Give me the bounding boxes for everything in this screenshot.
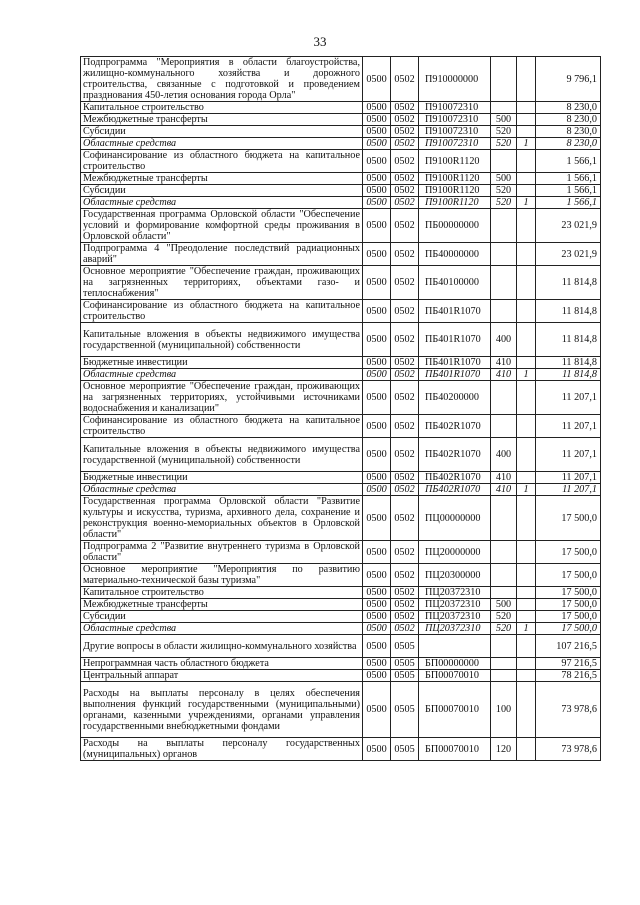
row-section-cell: 0500	[363, 243, 391, 266]
table-row	[81, 300, 601, 323]
row-subsection-cell: 0502	[391, 126, 419, 138]
row-name-cell: Софинансирование из областного бюджета на капитальное строительство	[81, 300, 363, 323]
row-amount-cell: 11 207,1	[536, 381, 601, 415]
row-subsection-cell: 0502	[391, 381, 419, 415]
row-funding-source-cell	[517, 587, 536, 599]
table-row	[81, 369, 601, 381]
row-name-cell: Межбюджетные трансферты	[81, 173, 363, 185]
row-target-article-cell: П910072310	[419, 138, 491, 150]
row-subsection-cell: 0502	[391, 369, 419, 381]
row-subsection-cell: 0502	[391, 357, 419, 369]
row-name-cell: Областные средства	[81, 623, 363, 635]
row-target-article-cell: ПБ401R1070	[419, 323, 491, 357]
row-funding-source-cell	[517, 564, 536, 587]
row-amount-cell: 11 207,1	[536, 472, 601, 484]
row-funding-source-cell	[517, 611, 536, 623]
row-section-cell: 0500	[363, 658, 391, 670]
row-amount-cell: 73 978,6	[536, 682, 601, 738]
row-funding-source-cell	[517, 266, 536, 300]
row-funding-source-cell	[517, 381, 536, 415]
row-section-cell: 0500	[363, 114, 391, 126]
row-amount-cell: 1 566,1	[536, 150, 601, 173]
row-expense-type-cell: 500	[491, 599, 517, 611]
row-section-cell: 0500	[363, 209, 391, 243]
row-name-cell: Субсидии	[81, 185, 363, 197]
row-amount-cell: 17 500,0	[536, 496, 601, 541]
row-amount-cell: 11 814,8	[536, 369, 601, 381]
row-target-article-cell: П910072310	[419, 114, 491, 126]
row-name-cell: Подпрограмма 4 "Преодоление последствий радиационных аварий"	[81, 243, 363, 266]
row-subsection-cell: 0502	[391, 496, 419, 541]
row-target-article-cell: ПЦ00000000	[419, 496, 491, 541]
table-row	[81, 738, 601, 761]
row-expense-type-cell	[491, 587, 517, 599]
row-section-cell: 0500	[363, 496, 391, 541]
row-name-cell: Бюджетные инвестиции	[81, 357, 363, 369]
row-name-cell: Подпрограмма 2 "Развитие внутреннего туризма в Орловской области"	[81, 541, 363, 564]
table-row	[81, 472, 601, 484]
row-section-cell: 0500	[363, 102, 391, 114]
row-expense-type-cell: 410	[491, 484, 517, 496]
row-section-cell: 0500	[363, 682, 391, 738]
row-amount-cell: 17 500,0	[536, 587, 601, 599]
row-subsection-cell: 0502	[391, 185, 419, 197]
row-name-cell: Государственная программа Орловской области "Обеспечение условий и формирование комфортной среды проживания в Орловской области"	[81, 209, 363, 243]
row-funding-source-cell	[517, 438, 536, 472]
row-name-cell: Субсидии	[81, 126, 363, 138]
row-target-article-cell: БП00000000	[419, 658, 491, 670]
row-section-cell: 0500	[363, 197, 391, 209]
row-funding-source-cell: 1	[517, 369, 536, 381]
row-subsection-cell: 0502	[391, 587, 419, 599]
row-subsection-cell: 0505	[391, 670, 419, 682]
row-target-article-cell: ПБ40000000	[419, 243, 491, 266]
row-name-cell: Государственная программа Орловской области "Развитие культуры и искусства, туризма, архивного дела, сохранение и реконструкция военно-мемориальных объектов в Орловской области"	[81, 496, 363, 541]
row-section-cell: 0500	[363, 623, 391, 635]
row-subsection-cell: 0502	[391, 541, 419, 564]
row-funding-source-cell	[517, 57, 536, 102]
row-target-article-cell: ПБ402R1070	[419, 472, 491, 484]
row-name-cell: Капитальные вложения в объекты недвижимого имущества государственной (муниципальной) собственности	[81, 438, 363, 472]
row-expense-type-cell: 410	[491, 369, 517, 381]
row-funding-source-cell	[517, 682, 536, 738]
row-section-cell: 0500	[363, 150, 391, 173]
row-expense-type-cell: 520	[491, 623, 517, 635]
row-section-cell: 0500	[363, 670, 391, 682]
row-expense-type-cell: 410	[491, 472, 517, 484]
row-expense-type-cell	[491, 381, 517, 415]
row-funding-source-cell	[517, 126, 536, 138]
row-funding-source-cell	[517, 357, 536, 369]
table-row	[81, 150, 601, 173]
row-target-article-cell: ПБ401R1070	[419, 300, 491, 323]
row-amount-cell: 8 230,0	[536, 114, 601, 126]
row-funding-source-cell	[517, 300, 536, 323]
row-expense-type-cell: 520	[491, 197, 517, 209]
row-funding-source-cell	[517, 635, 536, 658]
row-section-cell: 0500	[363, 599, 391, 611]
row-expense-type-cell: 500	[491, 173, 517, 185]
row-subsection-cell: 0502	[391, 300, 419, 323]
row-section-cell: 0500	[363, 138, 391, 150]
row-section-cell: 0500	[363, 126, 391, 138]
row-subsection-cell: 0502	[391, 623, 419, 635]
row-name-cell: Другие вопросы в области жилищно-коммунального хозяйства	[81, 635, 363, 658]
row-subsection-cell: 0502	[391, 102, 419, 114]
table-row	[81, 611, 601, 623]
row-name-cell: Областные средства	[81, 484, 363, 496]
row-subsection-cell: 0505	[391, 635, 419, 658]
row-name-cell: Межбюджетные трансферты	[81, 599, 363, 611]
row-amount-cell: 78 216,5	[536, 670, 601, 682]
row-funding-source-cell	[517, 496, 536, 541]
table-row	[81, 57, 601, 102]
row-subsection-cell: 0502	[391, 197, 419, 209]
table-row	[81, 496, 601, 541]
row-expense-type-cell	[491, 564, 517, 587]
row-name-cell: Капитальное строительство	[81, 102, 363, 114]
row-expense-type-cell: 410	[491, 357, 517, 369]
row-funding-source-cell	[517, 102, 536, 114]
row-funding-source-cell: 1	[517, 197, 536, 209]
table-row	[81, 197, 601, 209]
row-name-cell: Межбюджетные трансферты	[81, 114, 363, 126]
row-funding-source-cell	[517, 209, 536, 243]
row-funding-source-cell	[517, 599, 536, 611]
row-target-article-cell: ПЦ20372310	[419, 587, 491, 599]
row-subsection-cell: 0502	[391, 173, 419, 185]
row-section-cell: 0500	[363, 738, 391, 761]
row-section-cell: 0500	[363, 185, 391, 197]
row-subsection-cell: 0502	[391, 415, 419, 438]
row-section-cell: 0500	[363, 381, 391, 415]
row-target-article-cell: П9100R1120	[419, 150, 491, 173]
table-row	[81, 323, 601, 357]
table-row	[81, 670, 601, 682]
row-amount-cell: 9 796,1	[536, 57, 601, 102]
row-target-article-cell: ПБ40100000	[419, 266, 491, 300]
row-funding-source-cell: 1	[517, 623, 536, 635]
row-expense-type-cell: 520	[491, 185, 517, 197]
row-name-cell: Основное мероприятие "Обеспечение граждан, проживающих на загрязненных территориях, объектами газо- и теплоснабжения"	[81, 266, 363, 300]
row-name-cell: Софинансирование из областного бюджета на капитальное строительство	[81, 150, 363, 173]
row-amount-cell: 8 230,0	[536, 138, 601, 150]
row-expense-type-cell	[491, 209, 517, 243]
table-row	[81, 541, 601, 564]
row-amount-cell: 11 814,8	[536, 300, 601, 323]
row-funding-source-cell	[517, 114, 536, 126]
table-row	[81, 138, 601, 150]
table-row	[81, 173, 601, 185]
row-section-cell: 0500	[363, 173, 391, 185]
row-amount-cell: 11 207,1	[536, 438, 601, 472]
budget-table	[80, 56, 601, 761]
row-expense-type-cell: 520	[491, 138, 517, 150]
row-target-article-cell: ПБ401R1070	[419, 369, 491, 381]
row-name-cell: Непрограммная часть областного бюджета	[81, 658, 363, 670]
row-target-article-cell: БП00070010	[419, 670, 491, 682]
table-row	[81, 209, 601, 243]
row-amount-cell: 23 021,9	[536, 243, 601, 266]
row-amount-cell: 17 500,0	[536, 564, 601, 587]
row-name-cell: Субсидии	[81, 611, 363, 623]
row-section-cell: 0500	[363, 369, 391, 381]
row-subsection-cell: 0502	[391, 484, 419, 496]
row-amount-cell: 17 500,0	[536, 611, 601, 623]
row-amount-cell: 1 566,1	[536, 197, 601, 209]
row-expense-type-cell: 520	[491, 611, 517, 623]
row-expense-type-cell	[491, 496, 517, 541]
row-subsection-cell: 0502	[391, 266, 419, 300]
table-row	[81, 484, 601, 496]
row-funding-source-cell	[517, 150, 536, 173]
row-expense-type-cell	[491, 541, 517, 564]
row-amount-cell: 11 814,8	[536, 323, 601, 357]
row-expense-type-cell: 500	[491, 114, 517, 126]
table-row	[81, 357, 601, 369]
row-expense-type-cell	[491, 102, 517, 114]
row-target-article-cell: П9100R1120	[419, 185, 491, 197]
row-subsection-cell: 0505	[391, 682, 419, 738]
table-row	[81, 266, 601, 300]
row-name-cell: Подпрограмма "Мероприятия в области благоустройства, жилищно-коммунального хозяйства и дорожного строительства, связанные с подготовкой и проведением празднования 450-летия основания города Орла"	[81, 57, 363, 102]
table-row	[81, 564, 601, 587]
row-funding-source-cell	[517, 415, 536, 438]
row-expense-type-cell	[491, 658, 517, 670]
table-row	[81, 381, 601, 415]
table-row	[81, 243, 601, 266]
row-name-cell: Основное мероприятие "Обеспечение граждан, проживающих на загрязненных территориях, устойчивыми источниками водоснабжения и канализации"	[81, 381, 363, 415]
row-amount-cell: 17 500,0	[536, 623, 601, 635]
row-amount-cell: 11 814,8	[536, 266, 601, 300]
row-name-cell: Капитальные вложения в объекты недвижимого имущества государственной (муниципальной) собственности	[81, 323, 363, 357]
row-funding-source-cell: 1	[517, 484, 536, 496]
row-name-cell: Капитальное строительство	[81, 587, 363, 599]
row-name-cell: Основное мероприятие "Мероприятия по развитию материально-технической базы туризма"	[81, 564, 363, 587]
row-subsection-cell: 0502	[391, 57, 419, 102]
row-name-cell: Расходы на выплаты персоналу в целях обеспечения выполнения функций государственными (муниципальными) органами, казенными учреждениями, органами управления государственными внебюджетными фондами	[81, 682, 363, 738]
row-expense-type-cell	[491, 243, 517, 266]
table-row	[81, 658, 601, 670]
table-row	[81, 415, 601, 438]
row-funding-source-cell	[517, 541, 536, 564]
table-row	[81, 635, 601, 658]
row-funding-source-cell	[517, 658, 536, 670]
row-amount-cell: 1 566,1	[536, 173, 601, 185]
row-section-cell: 0500	[363, 266, 391, 300]
row-amount-cell: 23 021,9	[536, 209, 601, 243]
row-amount-cell: 8 230,0	[536, 102, 601, 114]
row-subsection-cell: 0505	[391, 738, 419, 761]
row-section-cell: 0500	[363, 541, 391, 564]
table-row	[81, 599, 601, 611]
row-target-article-cell: ПБ402R1070	[419, 438, 491, 472]
row-amount-cell: 73 978,6	[536, 738, 601, 761]
row-funding-source-cell	[517, 472, 536, 484]
row-funding-source-cell	[517, 185, 536, 197]
row-target-article-cell: ПЦ20300000	[419, 564, 491, 587]
row-funding-source-cell	[517, 670, 536, 682]
row-amount-cell: 17 500,0	[536, 599, 601, 611]
row-amount-cell: 11 207,1	[536, 484, 601, 496]
row-name-cell: Областные средства	[81, 369, 363, 381]
row-expense-type-cell	[491, 266, 517, 300]
row-amount-cell: 11 814,8	[536, 357, 601, 369]
row-expense-type-cell: 520	[491, 126, 517, 138]
table-row	[81, 587, 601, 599]
row-expense-type-cell	[491, 635, 517, 658]
row-target-article-cell: П910000000	[419, 57, 491, 102]
row-target-article-cell: П910072310	[419, 126, 491, 138]
row-expense-type-cell	[491, 670, 517, 682]
row-section-cell: 0500	[363, 484, 391, 496]
row-subsection-cell: 0502	[391, 243, 419, 266]
row-target-article-cell: ПБ00000000	[419, 209, 491, 243]
row-target-article-cell: ПБ40200000	[419, 381, 491, 415]
row-amount-cell: 17 500,0	[536, 541, 601, 564]
row-section-cell: 0500	[363, 472, 391, 484]
row-section-cell: 0500	[363, 57, 391, 102]
row-name-cell: Областные средства	[81, 138, 363, 150]
row-target-article-cell: ПЦ20372310	[419, 611, 491, 623]
table-row	[81, 102, 601, 114]
row-section-cell: 0500	[363, 611, 391, 623]
table-row	[81, 114, 601, 126]
row-name-cell: Расходы на выплаты персоналу государственных (муниципальных) органов	[81, 738, 363, 761]
row-target-article-cell: ПБ402R1070	[419, 415, 491, 438]
row-subsection-cell: 0502	[391, 599, 419, 611]
row-section-cell: 0500	[363, 635, 391, 658]
row-amount-cell: 97 216,5	[536, 658, 601, 670]
row-expense-type-cell	[491, 150, 517, 173]
row-amount-cell: 8 230,0	[536, 126, 601, 138]
row-funding-source-cell	[517, 243, 536, 266]
row-subsection-cell: 0502	[391, 114, 419, 126]
row-name-cell: Областные средства	[81, 197, 363, 209]
row-subsection-cell: 0505	[391, 658, 419, 670]
row-expense-type-cell	[491, 300, 517, 323]
row-funding-source-cell: 1	[517, 138, 536, 150]
row-target-article-cell: ПБ401R1070	[419, 357, 491, 369]
row-target-article-cell: ПЦ20000000	[419, 541, 491, 564]
row-section-cell: 0500	[363, 438, 391, 472]
row-section-cell: 0500	[363, 357, 391, 369]
row-subsection-cell: 0502	[391, 438, 419, 472]
row-target-article-cell: П9100R1120	[419, 173, 491, 185]
row-section-cell: 0500	[363, 300, 391, 323]
table-row	[81, 623, 601, 635]
row-target-article-cell: БП00070010	[419, 738, 491, 761]
table-body	[81, 57, 601, 761]
row-subsection-cell: 0502	[391, 209, 419, 243]
row-subsection-cell: 0502	[391, 472, 419, 484]
row-expense-type-cell: 120	[491, 738, 517, 761]
row-funding-source-cell	[517, 738, 536, 761]
row-amount-cell: 107 216,5	[536, 635, 601, 658]
row-subsection-cell: 0502	[391, 611, 419, 623]
page-number: 33	[313, 34, 327, 49]
row-section-cell: 0500	[363, 587, 391, 599]
row-target-article-cell: ПЦ20372310	[419, 623, 491, 635]
row-subsection-cell: 0502	[391, 564, 419, 587]
row-expense-type-cell: 400	[491, 323, 517, 357]
row-target-article-cell: П910072310	[419, 102, 491, 114]
table-row	[81, 438, 601, 472]
row-target-article-cell: БП00070010	[419, 682, 491, 738]
row-subsection-cell: 0502	[391, 323, 419, 357]
row-target-article-cell: ПЦ20372310	[419, 599, 491, 611]
row-expense-type-cell: 400	[491, 438, 517, 472]
table-row	[81, 126, 601, 138]
row-amount-cell: 1 566,1	[536, 185, 601, 197]
row-expense-type-cell	[491, 57, 517, 102]
row-funding-source-cell	[517, 173, 536, 185]
row-expense-type-cell: 100	[491, 682, 517, 738]
row-name-cell: Софинансирование из областного бюджета на капитальное строительство	[81, 415, 363, 438]
row-target-article-cell: П9100R1120	[419, 197, 491, 209]
row-target-article-cell: ПБ402R1070	[419, 484, 491, 496]
row-expense-type-cell	[491, 415, 517, 438]
table-row	[81, 185, 601, 197]
row-section-cell: 0500	[363, 564, 391, 587]
row-name-cell: Бюджетные инвестиции	[81, 472, 363, 484]
table-row	[81, 682, 601, 738]
row-amount-cell: 11 207,1	[536, 415, 601, 438]
row-subsection-cell: 0502	[391, 138, 419, 150]
row-section-cell: 0500	[363, 415, 391, 438]
row-subsection-cell: 0502	[391, 150, 419, 173]
row-section-cell: 0500	[363, 323, 391, 357]
row-name-cell: Центральный аппарат	[81, 670, 363, 682]
row-target-article-cell	[419, 635, 491, 658]
row-funding-source-cell	[517, 323, 536, 357]
